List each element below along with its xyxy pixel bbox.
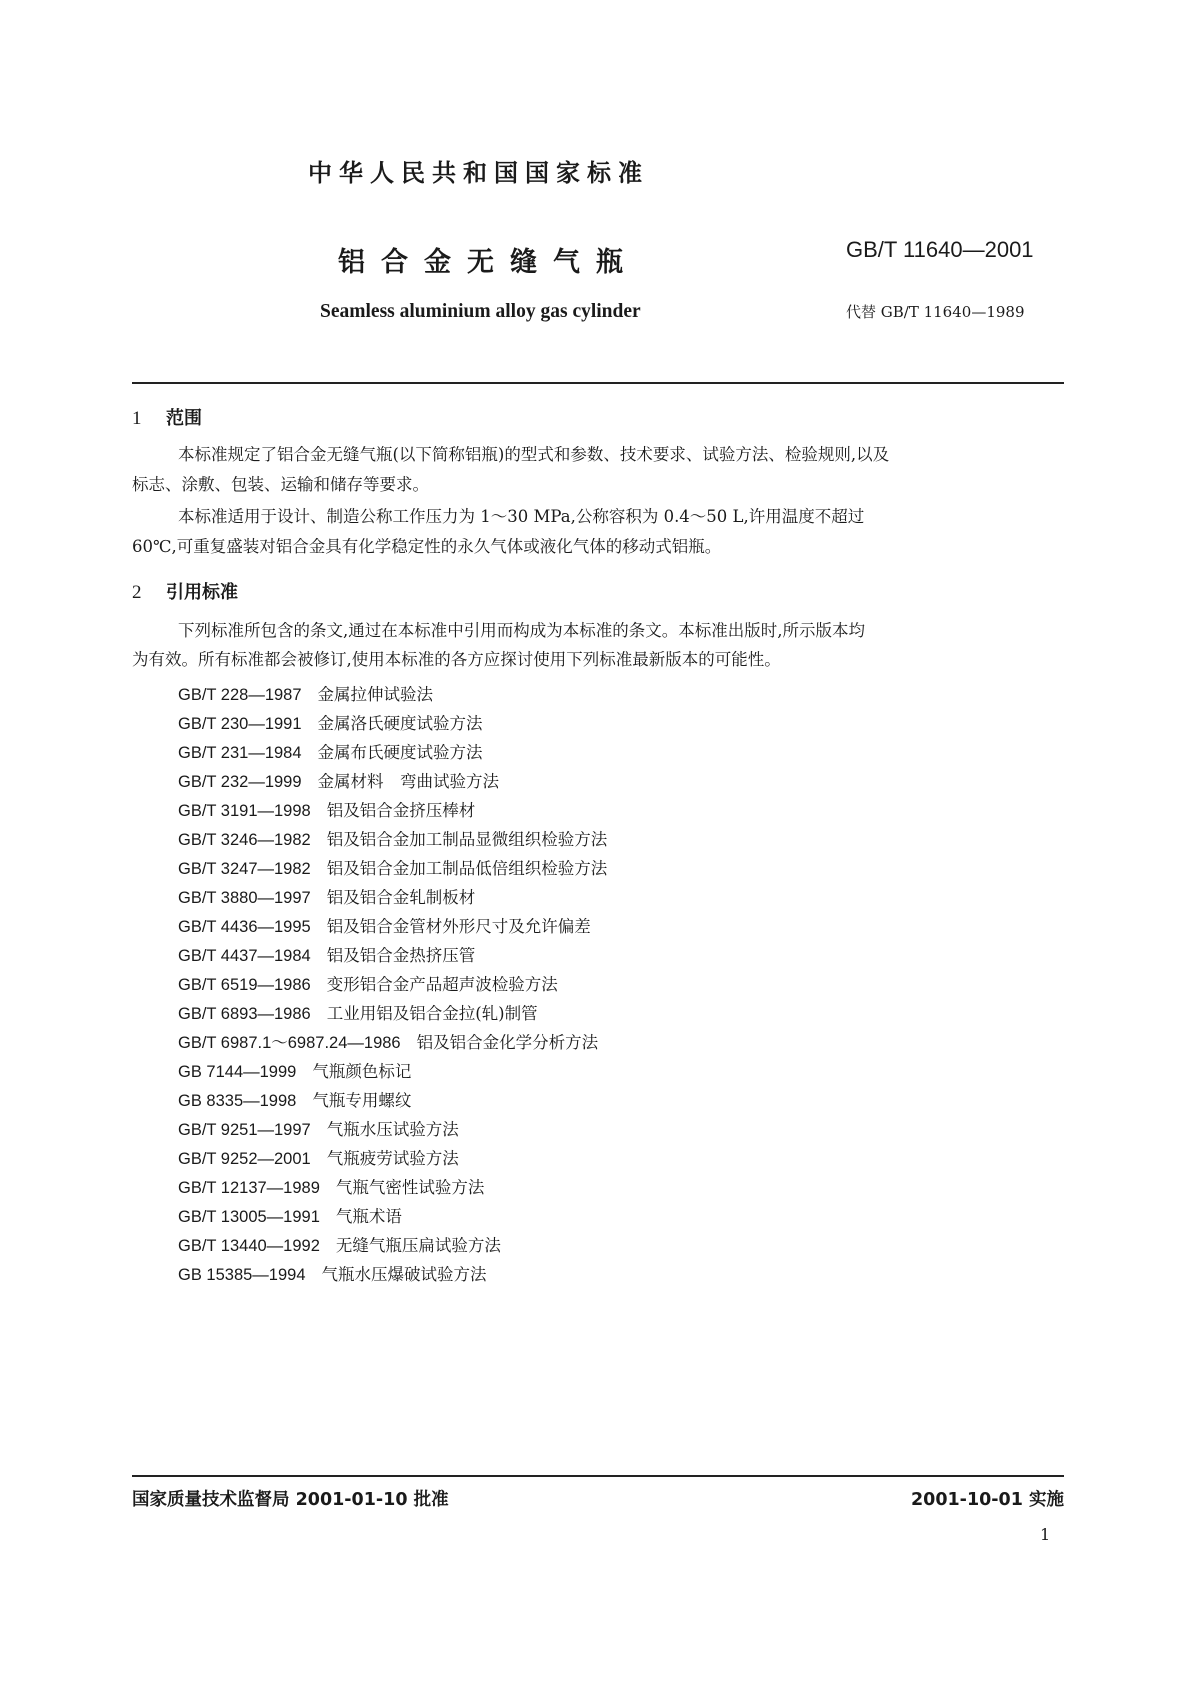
reference-item — [178, 797, 475, 821]
reference-title: 气瓶水压爆破试验方法 — [321, 1265, 487, 1284]
approval-statement: 国家质量技术监督局 2001-01-10 批准 — [132, 1490, 449, 1510]
section-title: 引用标准 — [166, 582, 238, 603]
document-title-en: Seamless aluminium alloy gas cylinder — [320, 301, 641, 322]
reference-title: 金属布氏硬度试验方法 — [317, 743, 483, 762]
reference-title: 铝及铝合金管材外形尺寸及允许偏差 — [326, 917, 591, 936]
reference-item — [178, 1174, 484, 1198]
reference-code: GB/T 230—1991 — [178, 715, 302, 733]
paragraph-line: 为有效。所有标准都会被修订,使用本标准的各方应探讨使用下列标准最新版本的可能性。 — [132, 650, 781, 669]
reference-code: GB/T 13440—1992 — [178, 1237, 320, 1255]
section-number: 1 — [132, 408, 142, 429]
reference-code: GB 15385—1994 — [178, 1266, 306, 1284]
reference-title: 金属拉伸试验法 — [317, 685, 434, 704]
reference-code: GB/T 231—1984 — [178, 744, 302, 762]
reference-code: GB/T 9252—2001 — [178, 1150, 311, 1168]
reference-item — [178, 1261, 487, 1285]
reference-title: 无缝气瓶压扁试验方法 — [335, 1236, 501, 1255]
reference-item — [178, 913, 591, 937]
reference-title: 金属材料 弯曲试验方法 — [317, 772, 500, 791]
reference-item — [178, 1000, 538, 1024]
reference-code: GB/T 4437—1984 — [178, 947, 311, 965]
reference-title: 铝及铝合金化学分析方法 — [416, 1033, 599, 1052]
reference-item — [178, 826, 607, 850]
reference-title: 铝及铝合金热挤压管 — [326, 946, 476, 965]
reference-title: 气瓶专用螺纹 — [312, 1091, 412, 1110]
reference-item — [178, 1058, 411, 1082]
standard-number: GB/T 11640—2001 — [846, 237, 1034, 262]
reference-item — [178, 1087, 411, 1111]
section-number: 2 — [132, 582, 142, 603]
document-title-cn: 铝合金无缝气瓶 — [338, 247, 639, 278]
section-heading-normative-references — [132, 578, 238, 604]
reference-item — [178, 739, 483, 763]
reference-code: GB/T 232—1999 — [178, 773, 302, 791]
national-standard-heading: 中华人民共和国国家标准 — [308, 159, 649, 187]
reference-item — [178, 768, 499, 792]
reference-code: GB/T 3880—1997 — [178, 889, 311, 907]
paragraph-line: 60℃,可重复盛装对铝合金具有化学稳定性的永久气体或液化气体的移动式铝瓶。 — [132, 537, 722, 556]
reference-code: GB/T 12137—1989 — [178, 1179, 320, 1197]
reference-title: 气瓶气密性试验方法 — [335, 1178, 485, 1197]
reference-item — [178, 681, 433, 705]
section-heading-scope — [132, 404, 202, 430]
reference-item — [178, 884, 475, 908]
reference-item — [178, 1232, 501, 1256]
reference-item — [178, 942, 475, 966]
replaces-standard: 代替 GB/T 11640—1989 — [846, 303, 1025, 321]
paragraph-line: 标志、涂敷、包装、运输和储存等要求。 — [132, 475, 429, 494]
reference-title: 变形铝合金产品超声波检验方法 — [326, 975, 558, 994]
reference-title: 气瓶疲劳试验方法 — [326, 1149, 459, 1168]
reference-item — [178, 1203, 402, 1227]
reference-code: GB/T 6893—1986 — [178, 1005, 311, 1023]
footer-divider — [132, 1475, 1064, 1477]
reference-title: 铝及铝合金加工制品低倍组织检验方法 — [326, 859, 608, 878]
reference-code: GB/T 4436—1995 — [178, 918, 311, 936]
reference-title: 气瓶术语 — [335, 1207, 402, 1226]
reference-item — [178, 710, 483, 734]
reference-code: GB/T 6987.1～6987.24—1986 — [178, 1034, 401, 1052]
reference-code: GB/T 6519—1986 — [178, 976, 311, 994]
reference-item — [178, 971, 558, 995]
implementation-date: 2001-10-01 实施 — [910, 1490, 1064, 1510]
reference-title: 铝及铝合金轧制板材 — [326, 888, 476, 907]
reference-item — [178, 1145, 459, 1169]
reference-code: GB 8335—1998 — [178, 1092, 297, 1110]
reference-code: GB/T 3247—1982 — [178, 860, 311, 878]
header-divider — [132, 382, 1064, 384]
reference-title: 铝及铝合金加工制品显微组织检验方法 — [326, 830, 608, 849]
section-title: 范围 — [166, 408, 202, 429]
reference-item — [178, 1116, 459, 1140]
reference-code: GB 7144—1999 — [178, 1063, 297, 1081]
reference-item — [178, 1029, 598, 1053]
page-number: 1 — [1040, 1525, 1051, 1544]
paragraph-line: 本标准适用于设计、制造公称工作压力为 1～30 MPa,公称容积为 0.4～50 L,许用温度不超过 — [178, 507, 865, 526]
reference-code: GB/T 3246—1982 — [178, 831, 311, 849]
reference-title: 铝及铝合金挤压棒材 — [326, 801, 476, 820]
paragraph-line: 本标准规定了铝合金无缝气瓶(以下简称铝瓶)的型式和参数、技术要求、试验方法、检验规则,以及 — [178, 445, 890, 464]
reference-code: GB/T 3191—1998 — [178, 802, 311, 820]
reference-code: GB/T 9251—1997 — [178, 1121, 311, 1139]
reference-code: GB/T 13005—1991 — [178, 1208, 320, 1226]
reference-title: 工业用铝及铝合金拉(轧)制管 — [326, 1004, 538, 1023]
reference-item — [178, 855, 607, 879]
reference-title: 气瓶颜色标记 — [312, 1062, 412, 1081]
paragraph-line: 下列标准所包含的条文,通过在本标准中引用而构成为本标准的条文。本标准出版时,所示版本均 — [178, 621, 865, 640]
reference-title: 气瓶水压试验方法 — [326, 1120, 459, 1139]
reference-title: 金属洛氏硬度试验方法 — [317, 714, 483, 733]
reference-code: GB/T 228—1987 — [178, 686, 302, 704]
